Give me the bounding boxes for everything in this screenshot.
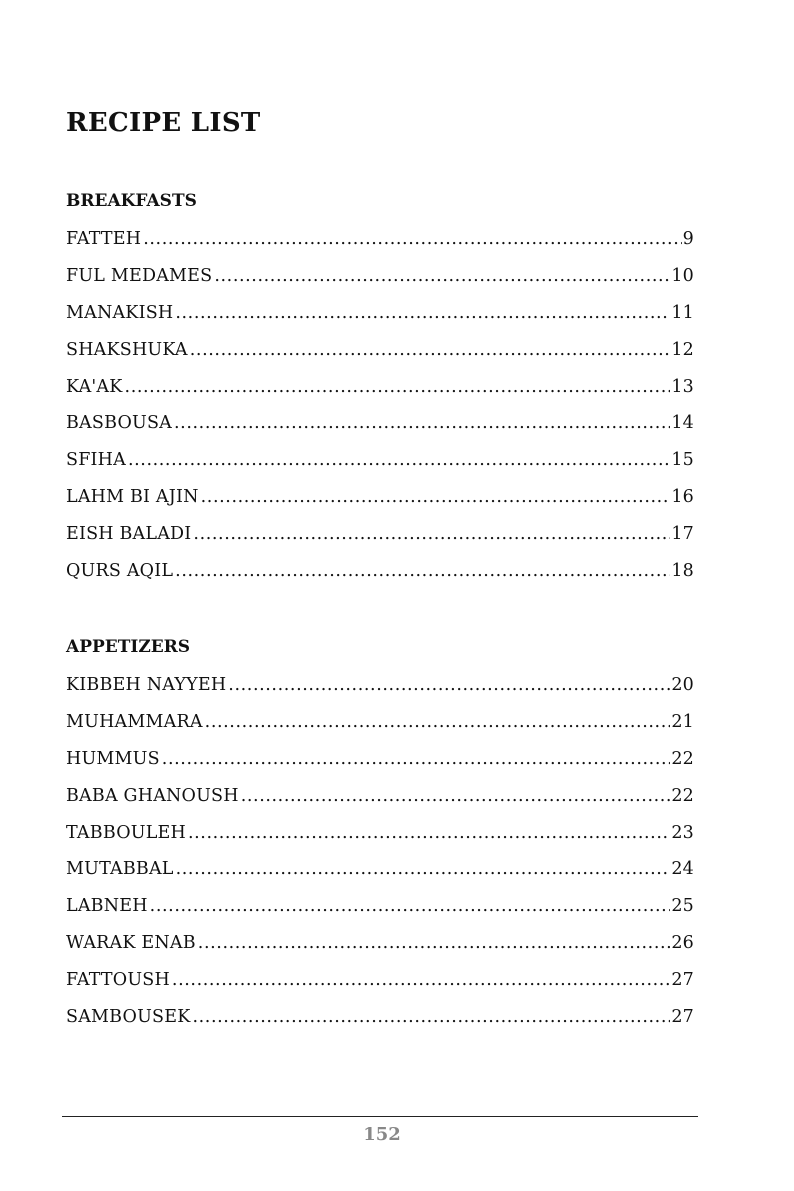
dot-leader [193,521,670,547]
toc-entry [66,893,694,930]
toc-entry [66,410,694,447]
toc-entry [66,337,694,374]
page-ref: 27 [671,970,694,991]
footer-divider [62,1116,698,1117]
toc-entry [66,374,694,411]
recipe-name: FATTEH [66,229,142,249]
toc-entry [66,967,694,1004]
dot-leader [228,672,670,698]
dot-leader [176,856,671,882]
page-ref: 23 [671,822,694,843]
dot-leader [198,930,671,956]
recipe-name: SFIHA [66,450,126,471]
recipe-name: SHAKSHUKA [66,339,188,360]
dot-leader [162,746,671,772]
dot-leader [172,967,670,993]
page-ref: 18 [671,561,694,582]
dot-leader [188,820,670,846]
recipe-name: MANAKISH [66,302,174,323]
toc-entry [66,783,694,820]
recipe-name: SAMBOUSEK [66,1007,191,1028]
page-ref: 11 [671,302,694,323]
section-breakfasts [66,190,694,595]
toc-entry [66,226,694,263]
toc-entry [66,447,694,484]
dot-leader [125,374,671,400]
section-heading: BREAKFASTS [66,191,197,211]
page-ref: 15 [671,450,694,471]
page-ref: 16 [671,487,694,508]
toc-list [66,672,694,1041]
recipe-name: MUTABBAL [66,859,174,880]
toc-entry [66,558,694,595]
dot-leader [150,893,671,919]
recipe-name: HUMMUS [66,748,160,769]
toc-list [66,226,694,595]
recipe-name: EISH BALADI [66,524,192,545]
toc-entry [66,820,694,857]
dot-leader [192,1004,670,1030]
section-appetizers [66,636,694,1041]
recipe-name: BABA GHANOUSH [66,785,239,806]
recipe-name: BASBOUSA [66,413,172,434]
page-ref: 10 [671,265,694,286]
dot-leader [190,337,671,363]
page-ref: 9 [682,229,694,249]
dot-leader [175,300,670,326]
dot-leader [241,783,671,809]
dot-leader [205,709,671,735]
page-ref: 27 [671,1007,694,1028]
recipe-name: TABBOULEH [66,822,186,843]
toc-entry [66,746,694,783]
page-ref: 25 [671,896,694,917]
page-ref: 17 [671,524,694,545]
dot-leader [128,447,670,473]
dot-leader [174,410,670,436]
recipe-name: WARAK ENAB [66,933,196,954]
dot-leader [175,558,670,584]
page-title: RECIPE LIST [66,108,261,138]
recipe-name: LABNEH [66,896,148,917]
toc-entry [66,709,694,746]
toc-entry [66,484,694,521]
section-heading: APPETIZERS [66,637,191,657]
page-ref: 12 [671,339,694,360]
recipe-name: KA'AK [66,376,123,397]
page-ref: 21 [671,711,694,732]
toc-entry [66,263,694,300]
toc-entry [66,930,694,967]
page-ref: 13 [671,376,694,397]
dot-leader [201,484,671,510]
toc-entry [66,856,694,893]
recipe-name: MUHAMMARA [66,711,203,732]
dot-leader [214,263,670,289]
toc-entry [66,1004,694,1041]
page-ref: 26 [671,933,694,954]
dot-leader [143,226,681,252]
recipe-name: FUL MEDAMES [66,265,213,286]
recipe-name: QURS AQIL [66,561,174,582]
page-number: 152 [363,1124,401,1145]
page-ref: 24 [671,859,694,880]
toc-entry [66,521,694,558]
page-ref: 20 [671,675,694,695]
page-ref: 14 [671,413,694,434]
page-ref: 22 [671,748,694,769]
recipe-name: FATTOUSH [66,970,170,991]
page-ref: 22 [671,785,694,806]
toc-entry [66,300,694,337]
recipe-name: LAHM BI AJIN [66,487,199,508]
recipe-name: KIBBEH NAYYEH [66,675,227,695]
toc-entry [66,672,694,709]
